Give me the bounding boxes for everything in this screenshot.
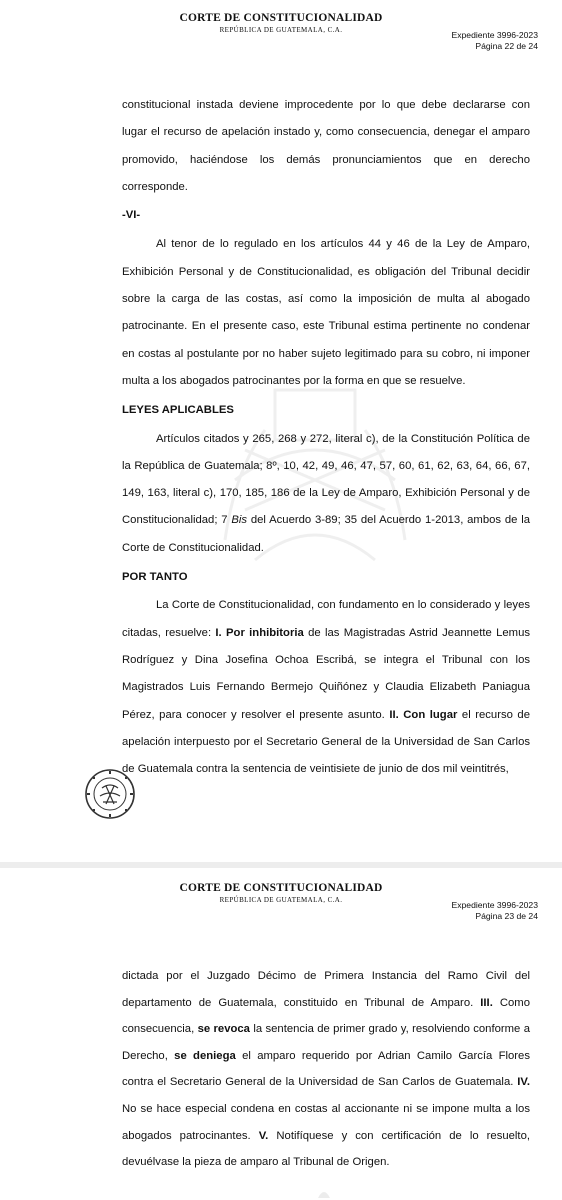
expediente-number: Expediente 3996-2023: [451, 30, 538, 40]
court-subtitle: REPÚBLICA DE GUATEMALA, C.A.: [219, 896, 343, 904]
cont-bold-3: se deniega: [174, 1049, 236, 1062]
coat-of-arms-watermark: [316, 1186, 332, 1200]
cont-text-1: dictada por el Juzgado Décimo de Primera Instancia del Ramo Civil del departamento de Guatemala, constituido en Tribunal de Amparo.: [122, 970, 530, 1009]
document-page-23: [0, 868, 562, 1200]
section-heading-portanto: POR TANTO: [122, 571, 188, 584]
cont-text-5: No se hace especial condena en costas al accionante ni se impone multa a los abogados patrocinantes.: [122, 1102, 530, 1142]
paragraph-costas: Al tenor de lo regulado en los artículos 44 y 46 de la Ley de Amparo, Exhibición Personal y de Constitucionalidad, es obligación del Tribunal decidir sobre la carga de las costas, así como la imposición de multa al abogado patrocinante. En el presente caso, este Tribunal estima pertinente no condenar en costas al postulante por no haber sujeto legitimado para su cobro, ni imponer multa a los abogados patrocinantes por la forma en que se resuelve.: [122, 238, 530, 387]
leyes-bis: Bis: [231, 514, 248, 527]
page-number: Página 22 de 24: [475, 41, 538, 51]
resuelve-text-d: el recurso de apelación interpuesto por el Secretario General de la Universidad de San Carlos de Guatemala contra la sentencia de veintisiete de junio de dos mil veintitrés,: [122, 708, 531, 776]
leyes-text-b: del Acuerdo 3-89; 35 del Acuerdo 1-2013, ambos de la Corte de Constitucionalidad.: [122, 514, 530, 554]
resuelve-text-a: La Corte de Constitucionalidad, con fundamento en lo considerado y leyes citadas, resuelve:: [122, 599, 530, 639]
section-heading-leyes: LEYES APLICABLES: [122, 404, 234, 417]
expediente-number: Expediente 3996-2023: [451, 900, 538, 910]
page-22-body: [122, 92, 530, 783]
page-number: Página 23 de 24: [475, 911, 538, 921]
case-info: [452, 30, 539, 52]
page-23-body: [122, 963, 530, 1176]
case-info: [452, 900, 539, 922]
cont-bold-4: IV.: [517, 1076, 530, 1089]
paragraph-resuelve-cont: [122, 963, 530, 1176]
resuelve-bold-2: II. Con lugar: [389, 708, 458, 721]
cont-bold-1: III.: [480, 996, 493, 1009]
leyes-text-a: Artículos citados y 265, 268 y 272, literal c), de la Constitución Política de la República de Guatemala; 8º, 10, 42, 49, 46, 47, 57, 60, 61, 62, 63, 64, 66, 67, 149, 163, literal c), 170, 185, 186 de la Ley de Amparo, Exhibición Personal y de Constitucionalidad; 7: [122, 432, 530, 527]
court-name: CORTE DE CONSTITUCIONALIDAD: [179, 882, 383, 894]
resuelve-text-c: de las Magistradas Astrid Jeannette Lemus Rodríguez y Dina Josefina Ochoa Escribá, se integra el Tribunal con los Magistrados Luis Fernando Bermejo Quiñónez y Claudia Elizabeth Paniagua Pérez, para conocer y resolver el presente asunto.: [122, 626, 530, 721]
cont-text-3: la sentencia de primer grado y, resolviendo conforme a Derecho,: [122, 1023, 530, 1062]
cont-text-2: Como consecuencia,: [122, 996, 531, 1036]
paragraph-resuelve: [122, 592, 530, 783]
cont-text-4: el amparo requerido por Adrian Camilo García Flores contra el Secretario General de la Universidad de San Carlos de Guatemala.: [122, 1049, 530, 1089]
paragraph-leyes: [122, 426, 530, 562]
court-name: CORTE DE CONSTITUCIONALIDAD: [179, 12, 383, 24]
resuelve-bold-1: I. Por inhibitoria: [215, 626, 304, 639]
cont-bold-2: se revoca: [197, 1023, 250, 1036]
paragraph-conclusion: constitucional instada deviene improcedente por lo que debe declararse con lugar el recurso de apelación instado y, como consecuencia, denegar el amparo promovido, haciéndose los demás pronunciamientos que en derecho corresponde.: [122, 99, 530, 193]
cont-text-6: Notifíquese y con certificación de lo resuelto, devuélvase la pieza de amparo al Tribunal de Origen.: [122, 1129, 530, 1169]
court-seal-stamp: [84, 768, 136, 820]
section-heading-vi: -VI-: [122, 209, 141, 222]
court-subtitle: REPÚBLICA DE GUATEMALA, C.A.: [219, 26, 343, 34]
cont-bold-5: V.: [258, 1129, 269, 1142]
